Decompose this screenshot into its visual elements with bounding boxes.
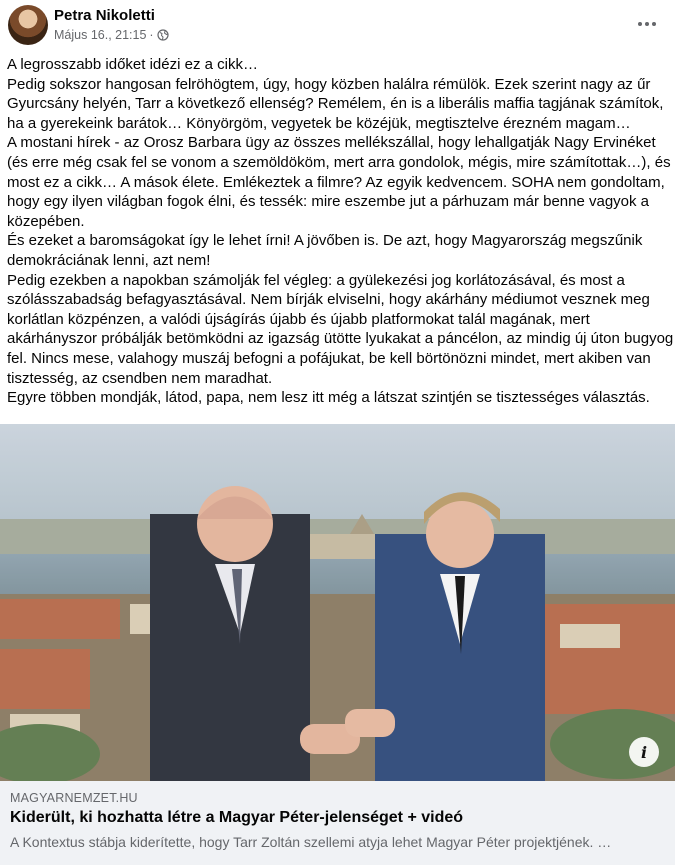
avatar[interactable]	[8, 5, 48, 45]
globe-icon[interactable]	[157, 29, 169, 41]
post-meta	[54, 28, 169, 42]
post-date[interactable]: Május 16., 21:15	[54, 28, 147, 42]
link-domain: MAGYARNEMZET.HU	[10, 791, 138, 805]
link-preview-image[interactable]	[0, 424, 675, 781]
post-text	[7, 55, 679, 408]
link-preview[interactable]	[0, 781, 675, 865]
author-name[interactable]: Petra Nikoletti	[54, 7, 155, 24]
info-icon[interactable]: i	[629, 737, 659, 767]
meta-separator: ·	[149, 28, 154, 42]
photo-illustration	[0, 424, 675, 781]
link-description: A Kontextus stábja kiderítette, hogy Tarr Zoltán szellemi atyja lehet Magyar Péter projektjének. …	[10, 834, 612, 850]
more-icon[interactable]	[633, 10, 661, 38]
post-header	[0, 0, 685, 52]
post-paragraph: A legrosszabb időket idézi ez a cikk… Pedig sokszor hangosan felröhögtem, úgy, hogy közben halálra rémülök. Ezek szerint nagy az űr Gyurcsány helyén, Tarr a következő ellenség? Remélem, én is a liberális maffia tagjának számítok, ha a gyerekeink barátok… Könyörgöm, vegyetek be közéjük, megtisztelve érezném magam… A mostani hírek - az Orosz Barbara ügy az összes mellékszállal, hogy lehallgatják Nagy Ervinéket (és erre még csak fel se vonom a szemöldököm, mert arra gondolok, mégis, mire számítottak…), és most ez a cikk… A mások élete. Emlékeztek a filmre? Az egyik kedvencem. SOHA nem gondoltam, hogy egy ilyen világban fogok élni, és tessék: mire eszembe jut a párhuzam már benne vagyok a közepében. És ezeket a baromságokat így le lehet írni! A jövőben is. De azt, hogy Magyarország megszűnik demokráciának lenni, azt nem! Pedig ezekben a napokban számolják fel végleg: a gyülekezési jog korlátozásával, és most a szólásszabadság befagyasztásával. Nem bírják elviselni, hogy akárhány médiumot vesznek meg korlátlan közpénzen, a valódi újságírás újabb és újabb platformokat talál magának, mert akárhányszor próbálják betömködni az igazság ütötte lyukakat a páncélon, az mindig új úton bugyog fel. Nincs mese, valahogy muszáj befogni a pofájukat, be kell börtönözni mindet, mert akiben van tisztesség, az csendben nem maradhat. Egyre többen mondják, látod, papa, nem lesz itt még a látszat szintjén se tisztességes választás.	[7, 56, 674, 407]
link-title[interactable]: Kiderült, ki hozhatta létre a Magyar Péter-jelenséget + videó	[10, 809, 464, 826]
